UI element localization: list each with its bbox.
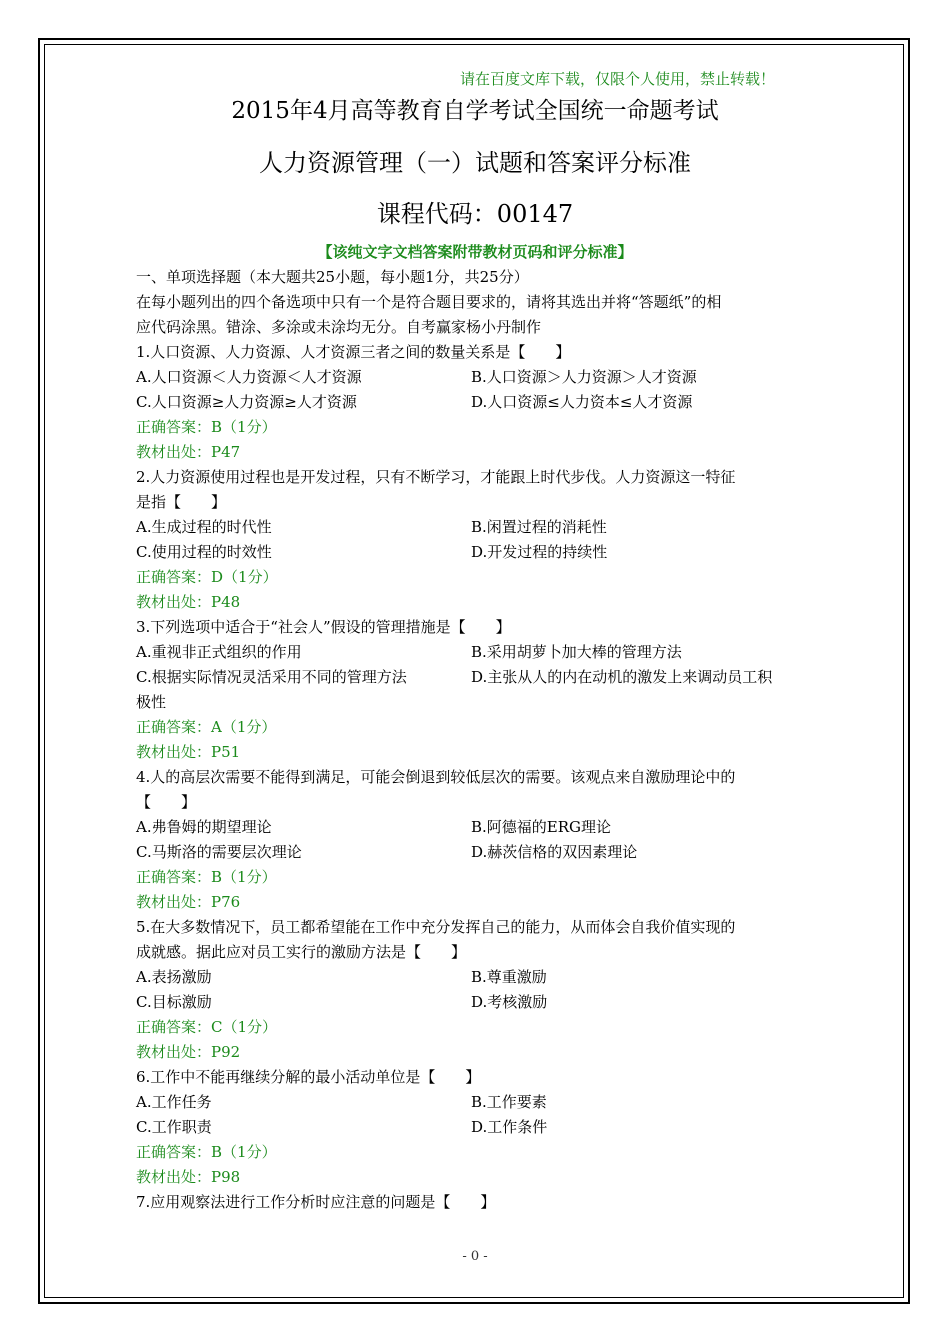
option-a: A.弗鲁姆的期望理论 — [136, 818, 272, 836]
question-stem: 4.人的高层次需要不能得到满足，可能会倒退到较低层次的需要。该观点来自激励理论中的 — [136, 768, 736, 786]
exam-title: 2015年4月高等教育自学考试全国统一命题考试 — [231, 98, 719, 124]
section-heading: 一、单项选择题（本大题共25小题，每小题1分，共25分） — [136, 268, 529, 286]
correct-answer: 正确答案：D（1分） — [136, 568, 278, 586]
question-stem: 成就感。据此应对员工实行的激励方法是【 】 — [136, 943, 467, 961]
textbook-source: 教材出处：P48 — [136, 593, 241, 611]
option-b: B.采用胡萝卜加大棒的管理方法 — [471, 643, 682, 661]
paper-title: 人力资源管理（一）试题和答案评分标准 — [259, 149, 691, 177]
textbook-source: 教材出处：P92 — [136, 1043, 241, 1061]
option-d: D.人口资源≤人力资本≤人才资源 — [471, 393, 693, 411]
question-stem: 3.下列选项中适合于“社会人”假设的管理措施是【 】 — [136, 618, 511, 636]
option-a: A.表扬激励 — [136, 968, 212, 986]
textbook-source: 教材出处：P76 — [136, 893, 241, 911]
option-b: B.闲置过程的消耗性 — [471, 518, 607, 536]
option-a: A.工作任务 — [136, 1093, 212, 1111]
option-b: B.尊重激励 — [471, 968, 547, 986]
question-5 — [136, 915, 818, 1065]
textbook-source: 教材出处：P47 — [136, 443, 241, 461]
watermark-notice: 请在百度文库下载，仅限个人使用，禁止转载！ — [460, 70, 776, 88]
option-a: A.人口资源＜人力资源＜人才资源 — [136, 368, 362, 386]
correct-answer: 正确答案：A（1分） — [136, 718, 277, 736]
option-d: D.赫茨信格的双因素理论 — [471, 843, 638, 861]
option-d: D.开发过程的持续性 — [471, 543, 608, 561]
option-c: C.使用过程的时效性 — [136, 543, 272, 561]
correct-answer: 正确答案：B（1分） — [136, 868, 277, 886]
option-wrap: 极性 — [136, 693, 167, 711]
question-7 — [136, 1190, 818, 1215]
page-number: - 0 - — [462, 1249, 488, 1264]
question-1 — [136, 340, 818, 465]
option-b: B.人口资源＞人力资源＞人才资源 — [471, 368, 697, 386]
document-note: 【该纯文字文档答案附带教材页码和评分标准】 — [317, 243, 633, 261]
question-6 — [136, 1065, 818, 1190]
question-stem: 6.工作中不能再继续分解的最小活动单位是【 】 — [136, 1068, 481, 1086]
question-stem: 2.人力资源使用过程也是开发过程，只有不断学习，才能跟上时代步伐。人力资源这一特征 — [136, 468, 736, 486]
option-c: C.根据实际情况灵活采用不同的管理方法 — [136, 668, 407, 686]
question-stem: 7.应用观察法进行工作分析时应注意的问题是【 】 — [136, 1193, 496, 1211]
correct-answer: 正确答案：C（1分） — [136, 1018, 278, 1036]
textbook-source: 教材出处：P98 — [136, 1168, 241, 1186]
question-content — [136, 265, 818, 1215]
question-3 — [136, 615, 818, 765]
option-a: A.生成过程的时代性 — [136, 518, 272, 536]
option-a: A.重视非正式组织的作用 — [136, 643, 302, 661]
course-code: 课程代码：00147 — [376, 200, 574, 228]
question-4 — [136, 765, 818, 915]
question-stem: 5.在大多数情况下，员工都希望能在工作中充分发挥自己的能力，从而体会自我价值实现的 — [136, 918, 736, 936]
option-c: C.人口资源≥人力资源≥人才资源 — [136, 393, 357, 411]
instructions-line: 在每小题列出的四个备选项中只有一个是符合题目要求的，请将其选出并将“答题纸”的相 — [136, 293, 722, 311]
textbook-source: 教材出处：P51 — [136, 743, 241, 761]
option-d: D.工作条件 — [471, 1118, 548, 1136]
option-c: C.目标激励 — [136, 993, 212, 1011]
correct-answer: 正确答案：B（1分） — [136, 418, 277, 436]
question-stem: 1.人口资源、人力资源、人才资源三者之间的数量关系是【 】 — [136, 343, 571, 361]
question-stem: 是指【 】 — [136, 493, 227, 511]
instructions-line: 应代码涂黑。错涂、多涂或未涂均无分。自考赢家杨小丹制作 — [136, 318, 542, 336]
option-c: C.工作职责 — [136, 1118, 212, 1136]
option-b: B.阿德福的ERG理论 — [471, 818, 612, 836]
question-stem: 【 】 — [136, 793, 197, 811]
correct-answer: 正确答案：B（1分） — [136, 1143, 277, 1161]
option-d: D.主张从人的内在动机的激发上来调动员工积 — [471, 668, 773, 686]
question-2 — [136, 465, 818, 615]
option-b: B.工作要素 — [471, 1093, 547, 1111]
option-c: C.马斯洛的需要层次理论 — [136, 843, 302, 861]
option-d: D.考核激励 — [471, 993, 548, 1011]
